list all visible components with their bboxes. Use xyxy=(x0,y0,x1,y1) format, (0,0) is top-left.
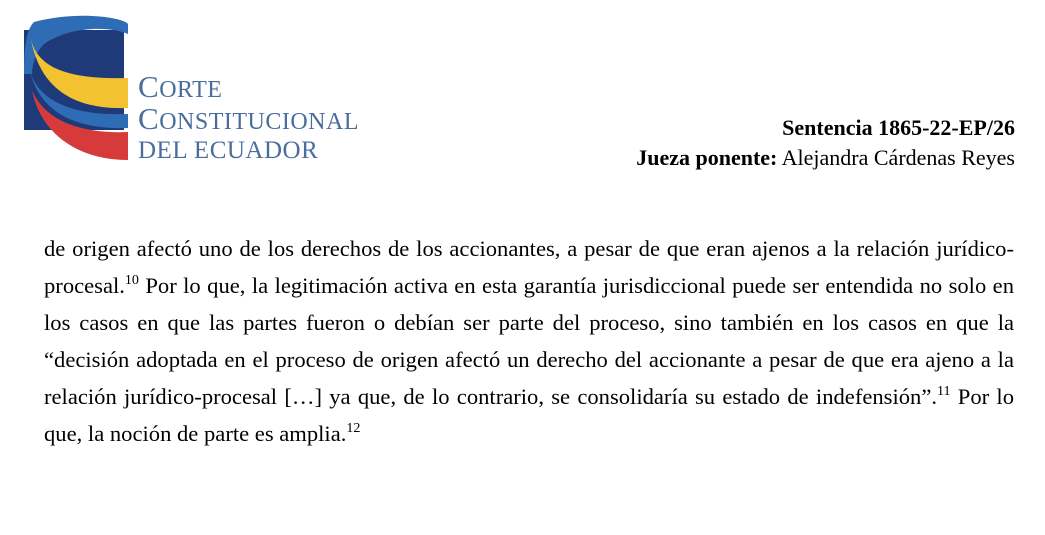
document-header xyxy=(636,113,1015,173)
court-name-line-1: CORTE xyxy=(138,69,223,104)
court-name xyxy=(138,69,359,164)
jueza-ponente xyxy=(636,143,1015,173)
court-emblem-icon xyxy=(20,14,132,162)
body-paragraph: de origen afectó uno de los derechos de los accionantes, a pesar de que eran ajenos a la relación jurídico-procesal.$^{10}$ Por lo que, la legitimación activa en esta garantía jurisdiccional puede ser entendida no solo en los casos en que las partes fueron o debían ser parte del proceso, sino también en los casos en que la “decisión adoptada en el proceso de origen afectó un derecho del accionante a pesar de que era ajeno a la relación jurídico-procesal […] ya que, de lo contrario, se consolidaría su estado de indefensión”.$^{11}$ Por lo que, la noción de parte es amplia.$^{12}$ xyxy=(44,236,1014,446)
court-name-line-3: DEL ECUADOR xyxy=(138,137,319,164)
footnote-ref-12[interactable]: 12 xyxy=(346,421,361,436)
court-logo xyxy=(20,14,410,164)
jueza-name: Alejandra Cárdenas Reyes xyxy=(777,145,1015,170)
footnote-ref-10[interactable]: 10 xyxy=(124,273,139,288)
footnote-ref-11[interactable]: 11 xyxy=(937,384,951,399)
court-name-line-2: CONSTITUCIONAL xyxy=(138,101,359,136)
sentencia-number: Sentencia 1865-22-EP/26 xyxy=(782,115,1015,140)
jueza-label: Jueza ponente: xyxy=(636,145,778,170)
